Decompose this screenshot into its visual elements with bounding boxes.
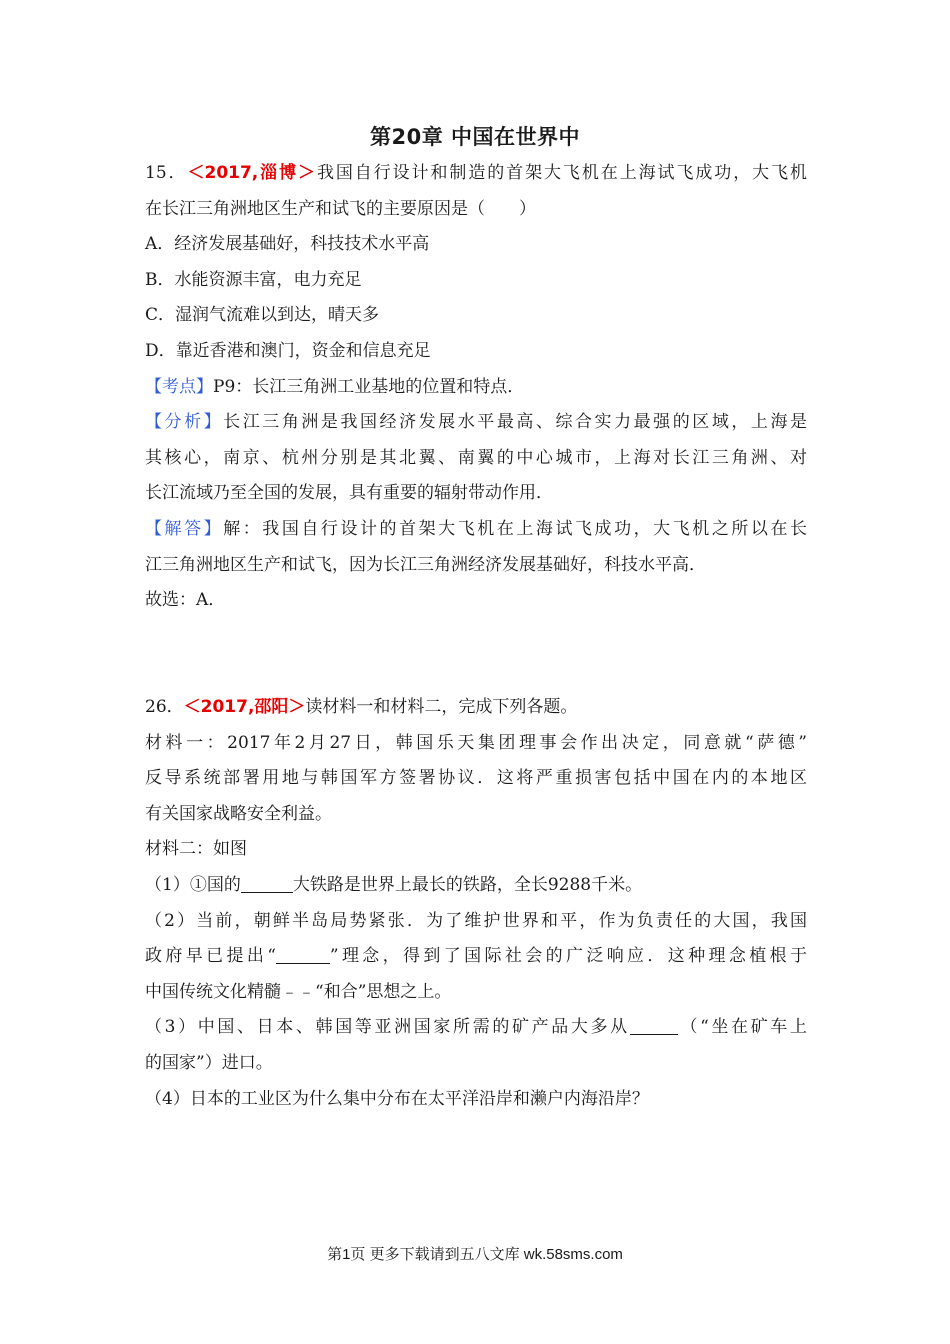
q26-stem: 读材料一和材料二，完成下列各题。 (305, 697, 578, 717)
q26-number: 26． (145, 697, 184, 717)
q15-answer: 故选：A． (145, 590, 226, 611)
q15-kaodian (145, 370, 807, 406)
sub-2-text-b: ”理念，得到了国际社会的广泛响应．这种理念植根于 (329, 946, 807, 967)
q15-fenxi-line-3: 长江流域乃至全国的发展，具有重要的辐射带动作用． (145, 483, 553, 504)
question-26 (145, 690, 807, 1117)
chapter-title: 第20章 中国在世界中 (369, 125, 581, 149)
q26-sub-3-line-2: 的国家”）进口。 (145, 1052, 273, 1073)
sub-1-text-b: 大铁路是世界上最长的铁路，全长9288千米。 (292, 874, 643, 895)
q26-material-1-line-2: 反导系统部署用地与韩国军方签署协议．这将严重损害包括中国在内的本地区 (145, 768, 807, 789)
q26-material-2: 材料二：如图 (145, 839, 247, 860)
sub-3-text-a: （3）中国、日本、韩国等亚洲国家所需的矿产品大多从 (145, 1017, 630, 1038)
sub-1-text-a: （1）①国的 (145, 874, 241, 895)
answer-blank-3[interactable] (630, 1014, 678, 1035)
fenxi-tag: 【分析】 (145, 412, 224, 433)
q15-option-a: A．经济发展基础好，科技技术水平高 (145, 234, 430, 255)
q26-sub-2-line-3: 中国传统文化精髓﹣﹣“和合”思想之上。 (145, 981, 452, 1002)
q26-sub-2-line-1: （2）当前，朝鲜半岛局势紧张．为了维护世界和平，作为负责任的大国，我国 (145, 910, 807, 931)
q26-material-1-line-1: 材料一：2017年2月27日，韩国乐天集团理事会作出决定，同意就“萨德” (145, 732, 807, 753)
answer-blank-2[interactable] (276, 943, 330, 964)
fenxi-text-1: 长江三角洲是我国经济发展水平最高、综合实力最强的区域，上海是 (223, 412, 807, 433)
q15-jieda-line-2: 江三角洲地区生产和试飞，因为长江三角洲经济发展基础好，科技水平高． (145, 554, 706, 575)
q15-stem-2: 在长江三角洲地区生产和试飞的主要原因是（ ） (145, 198, 536, 219)
q15-option-d: D．靠近香港和澳门，资金和信息充足 (145, 340, 431, 361)
sub-2-text-a: 政府早已提出“ (145, 946, 276, 967)
q26-sub-4: （4）日本的工业区为什么集中分布在太平洋沿岸和濑户内海沿岸？ (145, 1088, 649, 1109)
q26-sub-3-line-1 (145, 1010, 807, 1046)
q15-stem-line-1 (145, 156, 807, 192)
q15-fenxi-line-1 (145, 405, 807, 441)
q26-sub-1 (145, 868, 807, 904)
q26-sub-2-line-2 (145, 939, 807, 975)
jieda-text-1: 解：我国自行设计的首架大飞机在上海试飞成功，大飞机之所以在长 (223, 518, 807, 539)
q15-jieda-line-1 (145, 512, 807, 548)
q15-stem-1: 我国自行设计和制造的首架大飞机在上海试飞成功，大飞机 (315, 163, 807, 183)
kaodian-text: P9：长江三角洲工业基地的位置和特点． (213, 376, 525, 397)
sub-3-text-b: （“坐在矿车上 (677, 1017, 807, 1038)
q15-option-b: B．水能资源丰富，电力充足 (145, 269, 362, 290)
q15-number: 15． (145, 163, 188, 183)
jieda-tag: 【解答】 (145, 518, 224, 539)
kaodian-tag: 【考点】 (145, 376, 213, 397)
q15-fenxi-line-2: 其核心，南京、杭州分别是其北翼、南翼的中心城市，上海对长江三角洲、对 (145, 447, 807, 468)
q15-option-c: C．湿润气流难以到达，晴天多 (145, 305, 380, 326)
q26-source: ＜2017,邵阳＞ (183, 697, 306, 717)
q26-material-1-line-3: 有关国家战略安全利益。 (145, 803, 332, 824)
q15-source: ＜2017,淄博＞ (187, 163, 316, 183)
q26-stem-line (145, 690, 807, 726)
answer-blank-1[interactable] (241, 872, 293, 893)
question-15 (145, 156, 807, 619)
page-footer: 第1页 更多下载请到五八文库 wk.58sms.com (327, 1246, 623, 1263)
